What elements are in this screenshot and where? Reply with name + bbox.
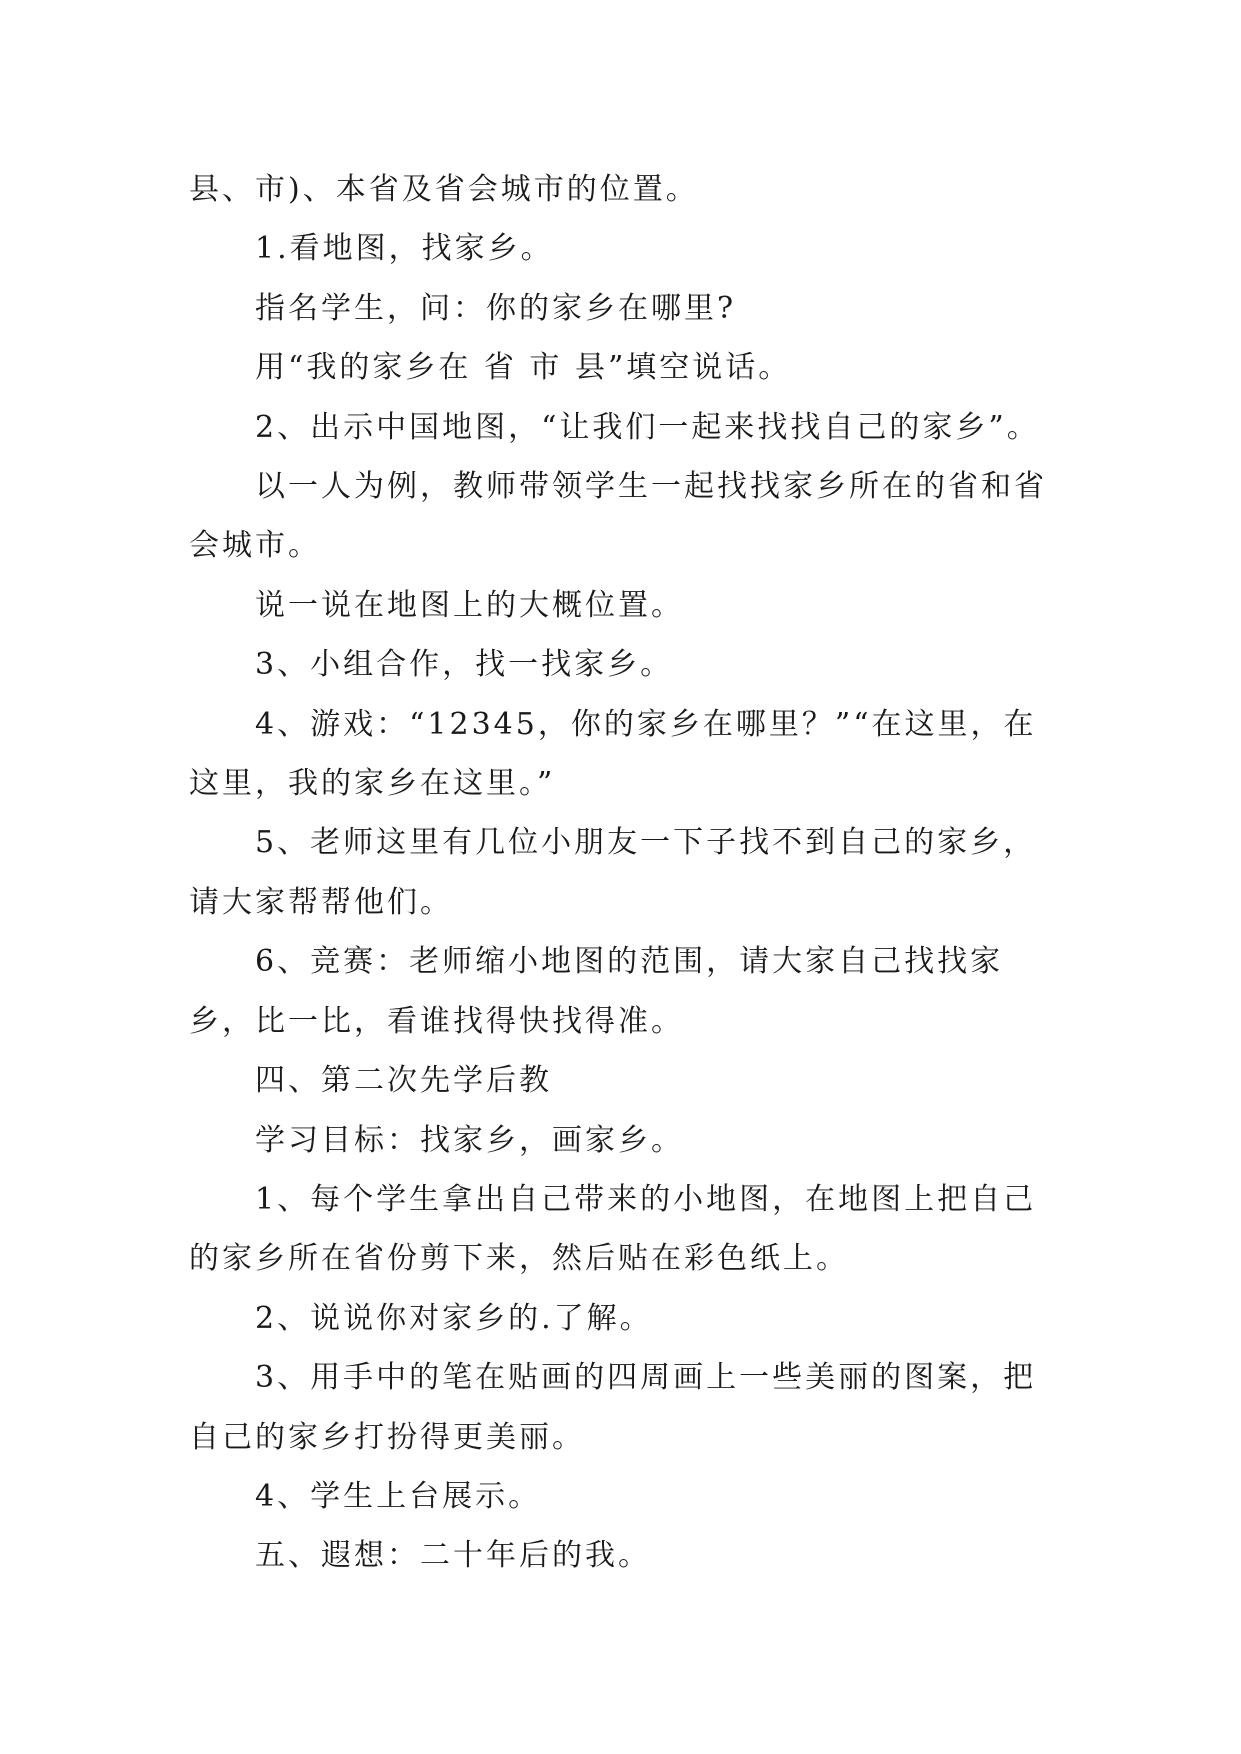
section-heading: 四、第二次先学后教	[255, 1063, 552, 1099]
paragraph: 1、每个学生拿出自己带来的小地图，在地图上把自己的家乡所在省份剪下来，然后贴在彩色纸上。	[189, 1181, 1037, 1277]
paragraph: 学习目标：找家乡，画家乡。	[255, 1122, 684, 1158]
paragraph: 以一人为例，教师带领学生一起找找家乡所在的省和省会城市。	[189, 469, 1047, 564]
paragraph: 3、小组合作，找一找家乡。	[255, 647, 674, 683]
paragraph: 6、竞赛：老师缩小地图的范围，请大家自己找找家乡，比一比，看谁找得快找得准。	[189, 944, 1004, 1039]
paragraph-continuation: 县、市)、本省及省会城市的位置。	[189, 172, 699, 207]
paragraph: 说一说在地图上的大概位置。	[255, 587, 684, 623]
paragraph: 4、学生上台展示。	[255, 1478, 542, 1514]
document-body	[189, 160, 1059, 1586]
paragraph: 用“我的家乡在 省 市 县”填空说话。	[255, 350, 792, 386]
paragraph: 2、说说你对家乡的.了解。	[255, 1300, 653, 1336]
paragraph: 指名学生，问：你的家乡在哪里?	[255, 290, 737, 326]
paragraph: 3、用手中的笔在贴画的四周画上一些美丽的图案，把自己的家乡打扮得更美丽。	[189, 1360, 1037, 1455]
paragraph: 2、出示中国地图，“让我们一起来找找自己的家乡”。	[255, 409, 1040, 445]
section-heading: 五、遐想：二十年后的我。	[255, 1538, 651, 1574]
paragraph: 1.看地图，找家乡。	[255, 231, 554, 267]
paragraph: 5、老师这里有几位小朋友一下子找不到自己的家乡，请大家帮帮他们。	[189, 825, 1037, 920]
paragraph: 4、游戏：“12345，你的家乡在哪里？”“在这里，在这里，我的家乡在这里。”	[189, 706, 1037, 802]
